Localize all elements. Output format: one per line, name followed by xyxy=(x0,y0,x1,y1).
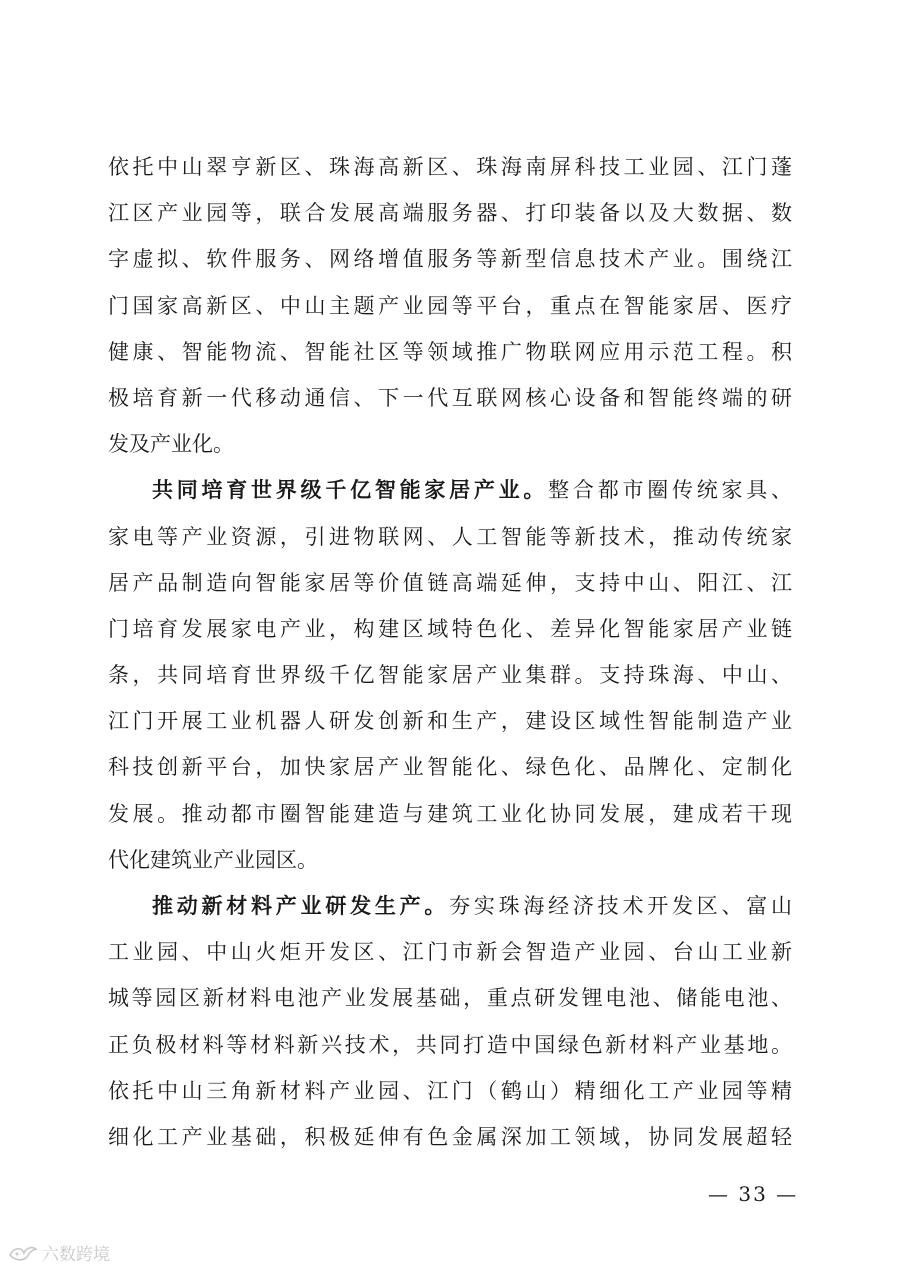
text-line-first xyxy=(108,467,792,513)
text-line: 代化建筑业产业园区。 xyxy=(108,847,318,872)
paragraph-3 xyxy=(108,883,792,1160)
document-body xyxy=(108,144,792,1160)
text-line: 依托中山三角新材料产业园、江门（鹤山）精细化工产业园等精 xyxy=(108,1078,792,1103)
bird-logo-icon xyxy=(8,1243,38,1263)
paragraph-2 xyxy=(108,467,792,883)
paragraph-first-line-text: 夯实珠海经济技术开发区、富山 xyxy=(449,894,793,918)
text-line: 门国家高新区、中山主题产业园等平台，重点在智能家居、医疗 xyxy=(108,293,792,318)
text-line: 江区产业园等，联合发展高端服务器、打印装备以及大数据、数 xyxy=(108,201,792,226)
watermark xyxy=(8,1240,110,1265)
paragraph-heading: 共同培育世界级千亿智能家居产业。 xyxy=(152,477,549,503)
text-line: 条，共同培育世界级千亿智能家居产业集群。支持珠海、中山、 xyxy=(108,663,792,688)
text-line: 发及产业化。 xyxy=(108,432,234,457)
text-line: 城等园区新材料电池产业发展基础，重点研发锂电池、储能电池、 xyxy=(108,986,792,1011)
text-line: 正负极材料等材料新兴技术，共同打造中国绿色新材料产业基地。 xyxy=(108,1032,792,1057)
text-line: 健康、智能物流、智能社区等领域推广物联网应用示范工程。积 xyxy=(108,339,792,364)
watermark-text: 六数跨境 xyxy=(42,1245,110,1265)
paragraph-1 xyxy=(108,144,792,467)
text-line: 发展。推动都市圈智能建造与建筑工业化协同发展，建成若干现 xyxy=(108,801,792,826)
text-line: 字虚拟、软件服务、网络增值服务等新型信息技术产业。围绕江 xyxy=(108,247,792,272)
text-line: 家电等产业资源，引进物联网、人工智能等新技术，推动传统家 xyxy=(108,524,792,549)
text-line-first xyxy=(108,883,792,929)
text-line: 工业园、中山火炬开发区、江门市新会智造产业园、台山工业新 xyxy=(108,940,792,965)
text-line: 江门开展工业机器人研发创新和生产，建设区域性智能制造产业 xyxy=(108,709,792,734)
text-line: 依托中山翠亨新区、珠海高新区、珠海南屏科技工业园、江门蓬 xyxy=(108,155,792,179)
text-line: 细化工产业基础，积极延伸有色金属深加工领域，协同发展超轻 xyxy=(108,1124,792,1149)
text-line: 极培育新一代移动通信、下一代互联网核心设备和智能终端的研 xyxy=(108,385,792,410)
text-line: 科技创新平台，加快家居产业智能化、绿色化、品牌化、定制化 xyxy=(108,755,792,780)
page-number: — 33 — xyxy=(708,1182,799,1206)
paragraph-first-line-text: 整合都市圈传统家具、 xyxy=(548,478,793,503)
text-line: 居产品制造向智能家居等价值链高端延伸，支持中山、阳江、江 xyxy=(108,570,792,595)
text-line: 门培育发展家电产业，构建区域特色化、差异化智能家居产业链 xyxy=(108,616,792,641)
paragraph-heading: 推动新材料产业研发生产。 xyxy=(152,893,450,918)
